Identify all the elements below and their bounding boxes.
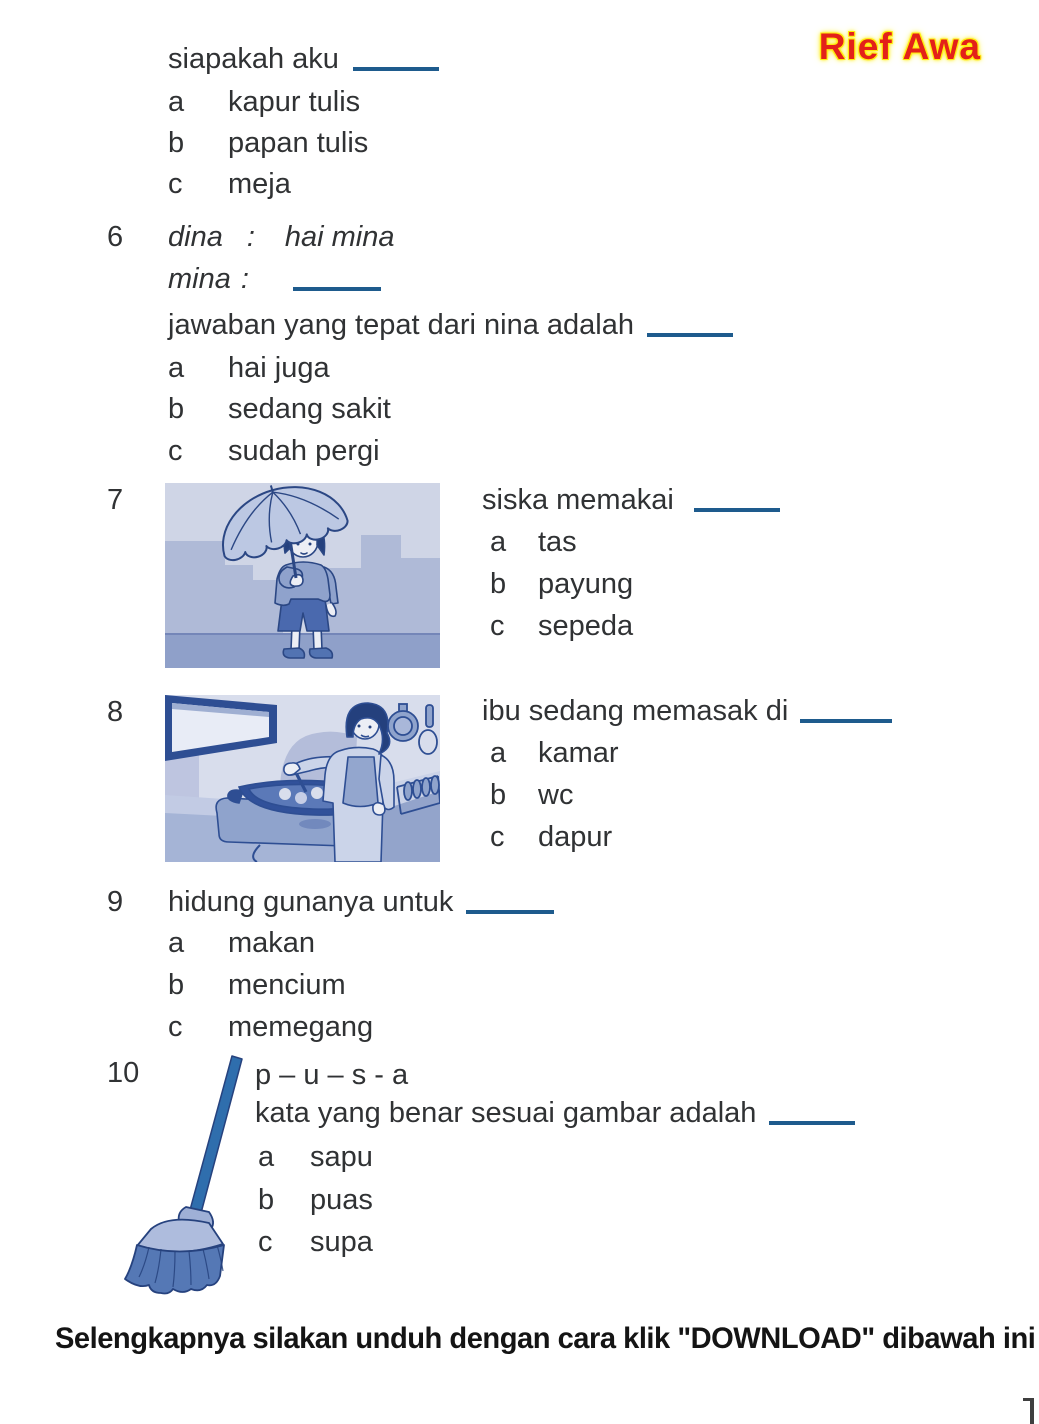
broom-illustration <box>105 1053 255 1303</box>
q9-option-c <box>168 1011 373 1044</box>
q10-letters <box>255 1059 408 1092</box>
option-text: mencium <box>228 969 346 1001</box>
option-letter: c <box>168 435 183 467</box>
q8-option-a <box>490 737 619 770</box>
option-letter: a <box>258 1141 275 1173</box>
prompt-text: kata yang benar sesuai gambar adalah <box>255 1097 757 1129</box>
q9-option-b <box>168 969 346 1002</box>
answer-blank <box>694 488 780 512</box>
q6-option-a <box>168 352 330 385</box>
option-letter: c <box>258 1226 273 1258</box>
girl-with-umbrella-illustration <box>165 483 440 673</box>
q6-option-b <box>168 393 391 426</box>
option-text: sepeda <box>538 610 634 642</box>
q5-prompt <box>168 43 439 76</box>
question-number: 8 <box>107 696 124 728</box>
q10-prompt <box>255 1097 855 1130</box>
option-letter: c <box>168 1011 183 1043</box>
option-letter: b <box>168 969 185 1001</box>
scrambled-letters: p – u – s - a <box>255 1059 409 1091</box>
option-text: memegang <box>228 1011 374 1043</box>
q7-option-a <box>490 526 577 559</box>
q8-option-b <box>490 779 573 812</box>
answer-blank <box>769 1101 855 1125</box>
option-text: dapur <box>538 821 613 853</box>
speaker-name: dina <box>168 221 223 253</box>
option-letter: a <box>168 86 185 118</box>
option-text: wc <box>538 779 574 811</box>
question-number: 9 <box>107 886 124 918</box>
answer-blank <box>293 267 381 291</box>
option-letter: b <box>258 1184 275 1216</box>
question-number: 7 <box>107 484 124 516</box>
q7-option-b <box>490 568 633 601</box>
option-letter: a <box>490 737 507 769</box>
option-text: sapu <box>310 1141 373 1173</box>
option-letter: c <box>490 610 505 642</box>
q5-option-c <box>168 168 291 201</box>
option-text: makan <box>228 927 316 959</box>
q6-prompt <box>168 309 733 342</box>
footer-download-note: Selengkapnya silakan unduh dengan cara klik "DOWNLOAD" dibawah ini <box>55 1322 1036 1355</box>
q5-option-a <box>168 86 360 119</box>
speaker-name: mina <box>168 263 231 295</box>
q8-option-c <box>490 821 612 854</box>
q10-option-a <box>258 1141 373 1174</box>
q5-option-b <box>168 127 368 160</box>
option-letter: b <box>490 779 507 811</box>
answer-blank <box>466 890 554 914</box>
q10-option-c <box>258 1226 373 1259</box>
question-number: 6 <box>107 221 124 253</box>
option-letter: a <box>490 526 507 558</box>
prompt-text: hidung gunanya untuk <box>168 886 454 918</box>
q9-option-a <box>168 927 315 960</box>
mother-cooking-illustration <box>165 695 440 867</box>
page-corner-mark <box>1030 1398 1034 1424</box>
option-text: sedang sakit <box>228 393 391 425</box>
answer-blank <box>800 699 892 723</box>
option-text: kapur tulis <box>228 86 361 118</box>
prompt-text: jawaban yang tepat dari nina adalah <box>168 309 634 341</box>
option-text: puas <box>310 1184 373 1216</box>
colon: : <box>240 263 249 295</box>
q10-option-b <box>258 1184 373 1217</box>
option-text: tas <box>538 526 577 558</box>
option-text: payung <box>538 568 634 600</box>
answer-blank <box>647 313 733 337</box>
watermark-rief-awa: Rief Awa <box>818 26 981 67</box>
q7-option-c <box>490 610 633 643</box>
answer-blank <box>353 47 439 71</box>
dialog-text: hai mina <box>284 221 395 253</box>
q6-option-c <box>168 435 380 468</box>
option-letter: c <box>168 168 183 200</box>
option-text: sudah pergi <box>228 435 380 467</box>
option-letter: b <box>168 127 185 159</box>
option-text: meja <box>228 168 291 200</box>
colon: : <box>246 221 255 253</box>
option-letter: b <box>490 568 507 600</box>
q6-dialog-line-1 <box>168 221 395 254</box>
option-text: kamar <box>538 737 619 769</box>
prompt-text: siapakah aku <box>168 43 339 75</box>
option-text: supa <box>310 1226 373 1258</box>
option-letter: a <box>168 352 185 384</box>
q8-prompt <box>482 695 892 728</box>
option-letter: a <box>168 927 185 959</box>
prompt-text: siska memakai <box>482 484 674 516</box>
q6-dialog-line-2 <box>168 263 381 296</box>
q9-prompt <box>168 886 554 919</box>
option-letter: b <box>168 393 185 425</box>
option-text: papan tulis <box>228 127 369 159</box>
option-letter: c <box>490 821 505 853</box>
question-number: 10 <box>107 1057 140 1089</box>
option-text: hai juga <box>228 352 330 384</box>
q7-prompt <box>482 484 780 517</box>
prompt-text: ibu sedang memasak di <box>482 695 789 727</box>
